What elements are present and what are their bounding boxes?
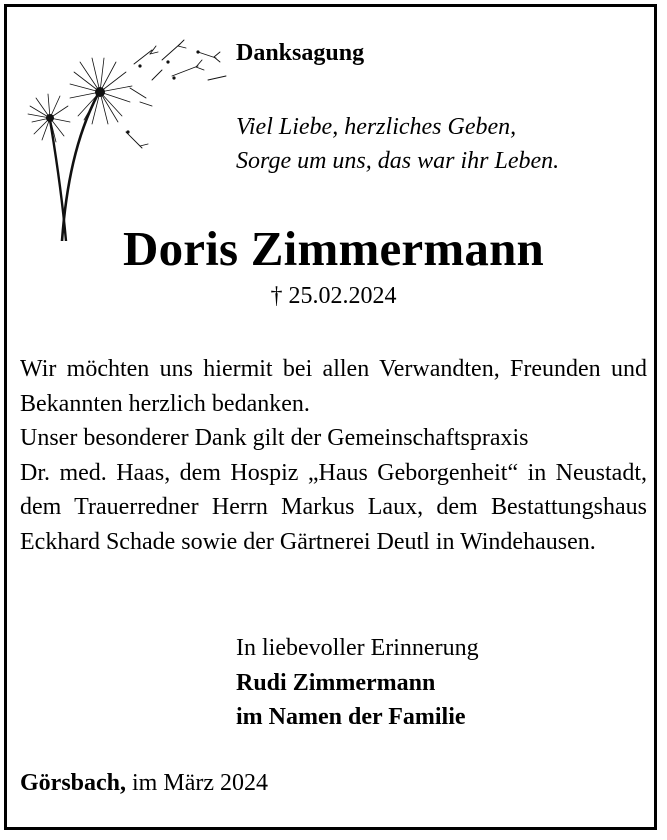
deceased-name: Doris Zimmermann [122, 221, 545, 276]
message-paragraph: Unser besonderer Dank gilt der Gemeinschaftspraxis [20, 425, 529, 451]
message-paragraph: Dr. med. Haas, dem Hospiz „Haus Geborgenheit“ in Neustadt, dem Trauerredner Herrn Markus Laux, dem Bestattungshaus Eckhard Schade sowie der Gärtnerei Deutl in Windehausen. [20, 459, 647, 555]
signature-name: Rudi Zimmermann [236, 669, 436, 696]
poem-line: Sorge um uns, das war ihr Leben. [236, 148, 560, 174]
death-date: † 25.02.2024 [270, 283, 397, 309]
place-town: Görsbach, [20, 770, 127, 796]
poem [236, 110, 559, 178]
signature-family: im Namen der Familie [236, 704, 466, 730]
place-month: im März 2024 [132, 770, 268, 796]
signature-intro: In liebevoller Erinnerung [236, 635, 479, 661]
dandelion-illustration [22, 36, 232, 241]
message-paragraph: Wir möchten uns hiermit bei allen Verwandten, Freunden und Bekannten herzlich bedanken. [20, 356, 647, 417]
place-date [20, 770, 268, 797]
message-body [20, 352, 647, 559]
heading: Danksagung [236, 40, 365, 66]
signature [236, 631, 479, 735]
poem-line: Viel Liebe, herzliches Geben, [236, 114, 517, 140]
